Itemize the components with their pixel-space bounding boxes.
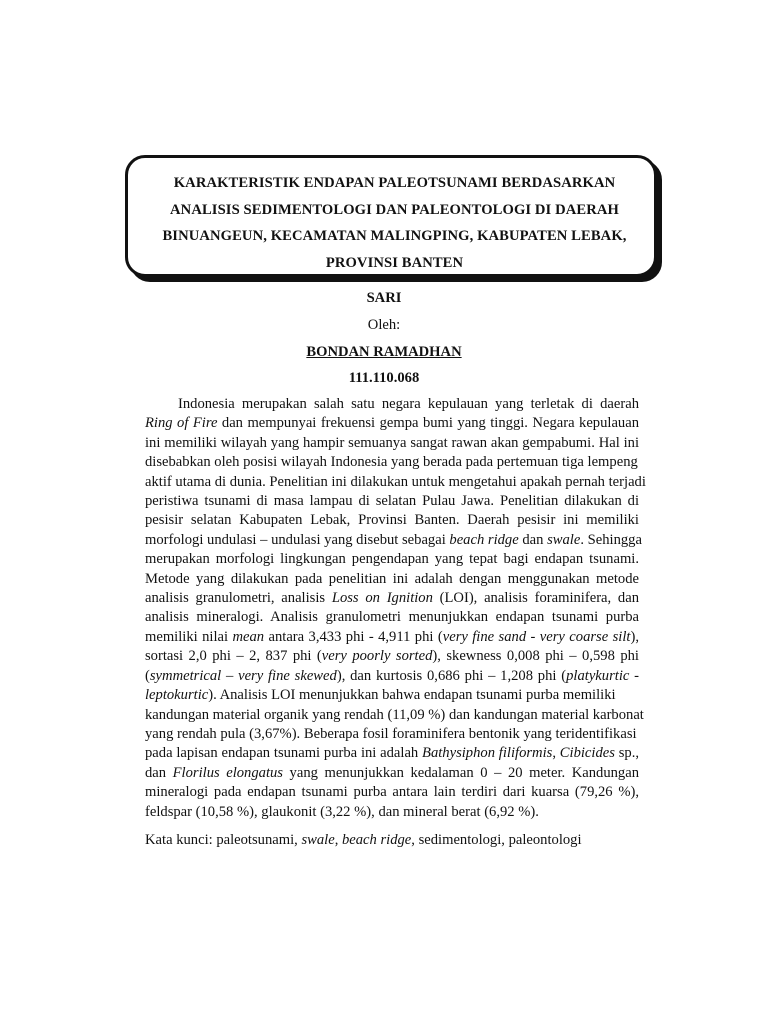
title-line-4: PROVINSI BANTEN bbox=[325, 254, 464, 271]
title-box-frame bbox=[125, 155, 657, 277]
abstract-line: memiliki nilai mean antara 3,433 phi - 4,911 phi (very fine sand - very coarse silt), bbox=[145, 628, 639, 645]
section-heading: SARI bbox=[366, 290, 402, 306]
abstract-line: Indonesia merupakan salah satu negara kepulauan yang terletak di daerah bbox=[178, 396, 639, 412]
abstract-line: yang rendah pula (3,67%). Beberapa fosil foraminifera bentonik yang teridentifikasi bbox=[145, 725, 637, 742]
abstract-line: disebabkan oleh posisi wilayah Indonesia yang berada pada pertemuan tiga lempeng bbox=[145, 454, 638, 471]
abstract-line: feldspar (10,58 %), glaukonit (3,22 %), dan mineral berat (6,92 %). bbox=[145, 803, 539, 820]
abstract-line: leptokurtic). Analisis LOI menunjukkan bahwa endapan tsunami purba memiliki bbox=[145, 687, 616, 704]
abstract-line: analisis mineralogi. Analisis granulometri menunjukkan endapan tsunami purba bbox=[145, 609, 639, 626]
abstract-line: Metode yang dilakukan pada penelitian ini adalah dengan menggunakan metode bbox=[145, 570, 639, 587]
abstract-line: kandungan material organik yang rendah (11,09 %) dan kandungan material karbonat bbox=[145, 706, 644, 723]
abstract-line: morfologi undulasi – undulasi yang disebut sebagai beach ridge dan swale. Sehingga bbox=[145, 531, 642, 548]
title-line-3: BINUANGEUN, KECAMATAN MALINGPING, KABUPATEN LEBAK, bbox=[162, 228, 627, 244]
abstract-line: ini memiliki wilayah yang hampir semuanya sangat rawan akan gempabumi. Hal ini bbox=[145, 434, 639, 451]
abstract-line: (symmetrical – very fine skewed), dan kurtosis 0,686 phi – 1,208 phi (platykurtic - bbox=[145, 667, 640, 684]
abstract-line: peristiwa tsunami di masa lampau di selatan Pulau Jawa. Penelitian dilakukan di bbox=[145, 493, 639, 510]
student-id: 111.110.068 bbox=[348, 370, 420, 386]
title-line-2: ANALISIS SEDIMENTOLOGI DAN PALEONTOLOGI DI DAERAH bbox=[170, 201, 619, 218]
author-name-text: BONDAN RAMADHAN bbox=[306, 344, 462, 360]
author-name bbox=[0, 343, 768, 361]
abstract-line: pada lapisan endapan tsunami purba ini adalah Bathysiphon filiformis, Cibicides sp., bbox=[145, 745, 639, 762]
abstract-line: Ring of Fire dan mempunyai frekuensi gempa bumi yang tinggi. Negara kepulauan bbox=[145, 415, 639, 432]
keywords-line: Kata kunci: paleotsunami, swale, beach ridge, sedimentologi, paleontologi bbox=[145, 832, 582, 848]
by-label: Oleh: bbox=[367, 317, 401, 333]
title-box bbox=[125, 155, 663, 283]
abstract-body bbox=[145, 395, 646, 822]
abstract-line: pesisir selatan Kabupaten Lebak, Provinsi Banten. Daerah pesisir ini memiliki bbox=[145, 512, 639, 529]
abstract-line: merupakan morfologi lingkungan pengendapan yang tepat bagi endapan tsunami. bbox=[145, 551, 639, 568]
title-line-1: KARAKTERISTIK ENDAPAN PALEOTSUNAMI BERDASARKAN bbox=[173, 175, 616, 191]
abstract-line: sortasi 2,0 phi – 2, 837 phi (very poorly sorted), skewness 0,008 phi – 0,598 phi bbox=[145, 648, 639, 665]
document-title bbox=[142, 170, 647, 276]
abstract-line: aktif utama di dunia. Penelitian ini dilakukan untuk mengetahui apakah pernah terjadi bbox=[145, 473, 646, 490]
abstract-line: analisis granulometri, analisis Loss on Ignition (LOI), analisis foraminifera, dan bbox=[145, 590, 639, 607]
abstract-line: dan Florilus elongatus yang menunjukkan kedalaman 0 – 20 meter. Kandungan bbox=[145, 764, 639, 781]
abstract-line: mineralogi pada endapan tsunami purba antara lain terdiri dari kuarsa (79,26 %), bbox=[145, 784, 639, 801]
